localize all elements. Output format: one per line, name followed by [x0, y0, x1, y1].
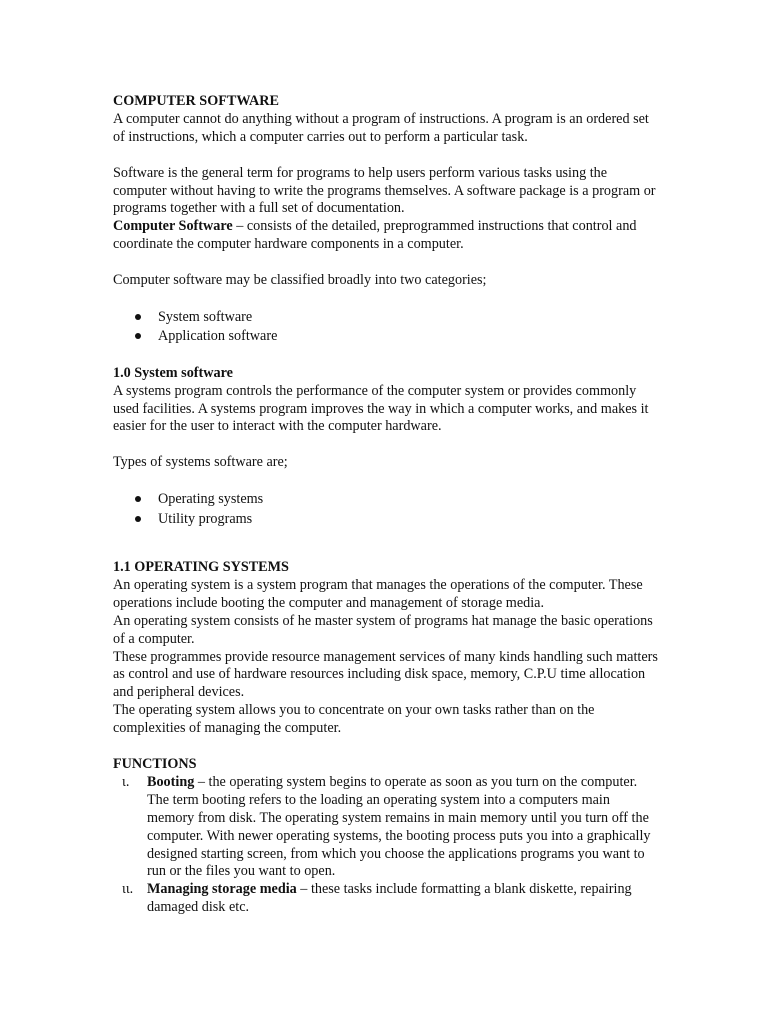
function-term: Booting [147, 773, 195, 790]
spacer [113, 347, 658, 365]
computer-software-paragraph [113, 218, 658, 254]
intro-paragraph: A computer cannot do anything without a program of instructions. A program is an ordered set of instructions, which a computer carries out to perform a particular task. [113, 110, 649, 145]
classify-paragraph: Computer software may be classified broadly into two categories; [113, 272, 487, 289]
list-item [113, 510, 658, 530]
os-paragraph-1: An operating system is a system program that manages the operations of the computer. These operations include booting the computer and management of storage media. [113, 576, 643, 611]
list-item-text: System software [158, 308, 253, 325]
list-item [113, 881, 658, 917]
bullet-icon [135, 333, 141, 339]
spacer [113, 436, 658, 454]
computer-software-definition: – consists of the detailed, preprogrammed instructions that control and coordinate the computer hardware components in a computer. [113, 218, 637, 253]
os-paragraph-4: The operating system allows you to concentrate on your own tasks rather than on the complexities of managing the computer. [113, 702, 595, 737]
os-paragraph-3: These programmes provide resource management services of many kinds handling such matters as control and use of hardware resources including disk space, memory, C.P.U time allocation and peripheral devices. [113, 648, 658, 701]
os-paragraph-2: An operating system consists of he master system of programs hat manage the basic operations of a computer. [113, 612, 653, 647]
operating-systems-heading: 1.1 OPERATING SYSTEMS [113, 559, 289, 576]
function-text: – these tasks include formatting a blank diskette, repairing damaged disk etc. [147, 881, 632, 916]
list-item [113, 774, 658, 881]
bullet-icon [135, 496, 141, 502]
list-item-text: Application software [158, 328, 278, 345]
function-term: Managing storage media [147, 881, 297, 898]
spacer [113, 254, 658, 272]
category-list [113, 308, 658, 347]
computer-software-term: Computer Software [113, 218, 233, 235]
functions-heading: FUNCTIONS [113, 755, 197, 772]
functions-list [113, 774, 658, 917]
system-software-heading: 1.0 System software [113, 364, 233, 381]
list-item [113, 490, 658, 510]
function-text: – the operating system begins to operate as soon as you turn on the computer. The term booting refers to the loading an operating system into a computers main memory from disk. The operating system remains in main memory until you turn off the computer. With newer operating systems, the booting process puts you into a graphically designed starting screen, from which you choose the applications programs you want to run or the files you want to open. [147, 773, 651, 880]
list-item-text: Utility programs [158, 510, 253, 527]
system-software-paragraph: A systems program controls the performance of the computer system or provides commonly used facilities. A systems program improves the way in which a computer works, and makes it easier for the user to interact with the computer hardware. [113, 382, 649, 435]
spacer [113, 290, 658, 308]
spacer [113, 472, 658, 490]
types-list [113, 490, 658, 529]
bullet-icon [135, 516, 141, 522]
spacer [113, 529, 658, 559]
list-item-number: ι. [122, 773, 130, 790]
software-definition-paragraph: Software is the general term for programs to help users perform various tasks using the computer without having to write the programs themselves. A software package is a program or programs together with a full set of documentation. [113, 164, 656, 217]
doc-title: COMPUTER SOFTWARE [113, 93, 279, 109]
types-intro-paragraph: Types of systems software are; [113, 454, 288, 471]
list-item [113, 327, 658, 347]
list-item-text: Operating systems [158, 491, 264, 508]
spacer [113, 738, 658, 756]
list-item-number: ιι. [122, 881, 134, 898]
spacer [113, 147, 658, 165]
list-item [113, 308, 658, 328]
document-page [113, 93, 658, 917]
bullet-icon [135, 314, 141, 320]
